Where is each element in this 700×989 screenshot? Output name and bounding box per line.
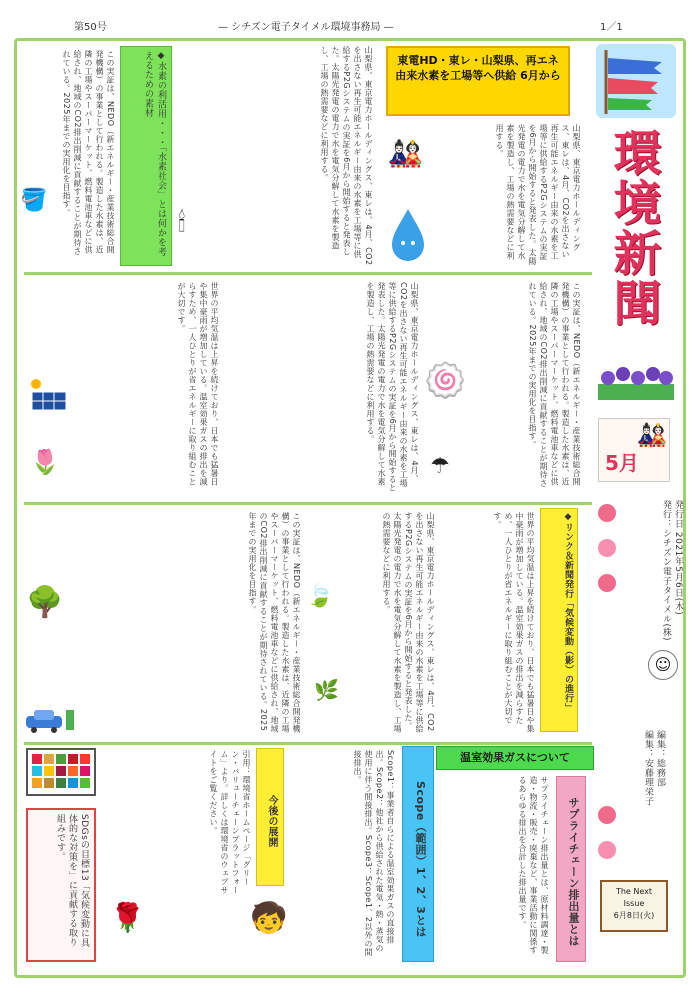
- solar-panel-icon: [28, 378, 68, 412]
- leaf-icon-2: 🌿: [314, 678, 339, 702]
- middle-story-body-center: 山梨県、東京電力ホールディングス、東レは、4月、CO2を出さない再生可能エネルギー由来の水素を工場等に供給するP2Gシステムの実証を6月から開始すると発表した。太陽光発電の電力で水を電気分解して水素を製造し、工場の熱需要などに利用する。: [366, 282, 419, 493]
- supply-chain-label: サプライチェーン排出量とは: [556, 776, 586, 962]
- section-divider-1: [24, 272, 592, 275]
- umbrella-icon: ☂: [430, 454, 450, 479]
- sdgs-grid-icon: [28, 750, 94, 794]
- sdgs-logo: [26, 748, 96, 796]
- tulip-icon: 🌷: [30, 448, 60, 476]
- water-drop-illustration: [384, 205, 432, 261]
- water-drop-icon: [384, 205, 432, 261]
- watering-can-icon: 🪣: [20, 188, 48, 213]
- sign-line1: The Next: [615, 887, 653, 896]
- supply-chain-body: サプライチェーン排出量とは、原材料調達・製造・物流・販売・廃棄など、事業活動に関係するあらゆる排出を合計した排出量です。: [518, 776, 549, 955]
- page-number: 1／1: [600, 22, 623, 33]
- section-divider-3: [24, 742, 592, 745]
- carnation-icon: 🌹: [110, 901, 145, 934]
- editor-line: 編集：総務部: [655, 730, 665, 787]
- section-divider-2: [24, 502, 592, 505]
- hydrogen-sidebar-box: ◆水素の利活用・・・「水素社会」とは何かを考えるための素材: [120, 46, 172, 266]
- flower-strip-left: [596, 498, 618, 598]
- ev-car-icon: [24, 706, 76, 734]
- lower-story-body-mid: 山梨県、東京電力ホールディングス、東レは、4月、CO2を出さない再生可能エネルギー由来の水素を工場等に供給するP2Gシステムの実証を6月から開始すると発表した。太陽光発電の電力で水を電気分解して水素を製造し、工場の熱需要などに利用する。: [382, 512, 435, 733]
- top-story-body-left: 山梨県、東京電力ホールディングス、東レは、4月、CO2を出さない再生可能エネルギー由来の水素を工場等に供給するP2Gシステムの実証を6月から開始すると発表した。太陽光発電の電力で水を電気分解して水素を製造し、工場の熱需要などに利用する。: [320, 46, 373, 266]
- sign-line3: 6月8日(火): [613, 911, 655, 920]
- lower-heading-box: ◆リンク＆新聞発行「気候変動（影）の進行」: [540, 508, 578, 732]
- top-story-body-right: 山梨県、東京電力ホールディングス、東レは、4月、CO2を出さない再生可能エネルギー由来の水素を工場等に供給するP2Gシステムの実証を6月から開始すると発表した。太陽光発電の電力で水を電気分解して水素を製造し、工場の熱需要などに利用する。: [495, 124, 581, 266]
- sdgs-note-box: SDGsの目標13「気候変動に具体的な対策を」に貢献する取り組みです。: [26, 808, 96, 962]
- pinwheel-icon: 🍥: [424, 361, 467, 401]
- face-icon: ☺: [648, 650, 678, 680]
- editor-info: [622, 730, 666, 840]
- iris-flowers-illustration: [598, 360, 674, 400]
- flower-icon-2: [596, 800, 618, 870]
- issue-number: 第50号: [74, 22, 107, 33]
- publisher-line: — シチズン電子タイメル環境事務局 —: [218, 22, 394, 33]
- publication-date: 発行日 2021年5月6日(木): [673, 500, 683, 616]
- scope-body: Scope1：事業者自らによる温室効果ガスの直接排出。Scope2：他社から供給された電気・熱・蒸気の使用に伴う間接排出。Scope3：Scope1、2以外の間接排出。: [353, 750, 395, 957]
- notes-body: 引用：環境省ホームページ「グリーン・バリューチェーンプラットフォーム」より。詳しくは環境省のウェブサイトをご覧ください。: [209, 750, 251, 895]
- editor-name: 編集：安藤理栄子: [643, 730, 653, 806]
- top-story-headline: 東電HD・東レ・山梨県、再エネ由来水素を工場等へ供給 6月から: [386, 46, 570, 116]
- plant-icon: 🌳: [26, 585, 64, 620]
- carp-streamer-icon: [596, 44, 676, 118]
- scope-label: Scope（範囲）1、2、3とは: [402, 746, 434, 962]
- reading-child-icon: 🧒: [250, 901, 288, 936]
- lower-story-body-right: 世界の平均気温は上昇を続けており、日本でも猛暑日や集中豪雨が増加している。温室効果ガスの排出を減らすため、一人ひとりが省エネルギーに取り組むことが大切です。: [493, 512, 535, 733]
- masthead-title: 環境新聞: [605, 128, 661, 328]
- ghg-heading: 温室効果ガスについて: [436, 746, 594, 770]
- carp-streamer-illustration: [596, 44, 676, 118]
- iris-icon: [598, 360, 674, 400]
- middle-story-body-right: この実証は、NEDO（新エネルギー・産業技術総合開発機構）の事業として行われる。製造した水素は、近隣の工場やスーパーマーケット、燃料電池車などに供給され、地域のCO2排出削減に貢献することが期待されている。2025年までの実用化を目指す。: [528, 282, 581, 488]
- dolls-icon: 🎎: [388, 137, 423, 170]
- publication-issuer: 発行：シチズン電子タイメル(株): [661, 500, 671, 642]
- next-issue-sign: [600, 880, 668, 932]
- doll-icon: 🎎: [637, 421, 667, 449]
- ev-car-illustration: [24, 706, 76, 734]
- flower-strip-bottom: [596, 800, 618, 870]
- month-badge: [598, 418, 670, 482]
- leaf-icon: 🍃: [306, 584, 334, 609]
- notes-label: 今後の展開: [256, 748, 284, 886]
- lamp-icon: 🕯: [178, 208, 186, 238]
- lower-story-body-left: この実証は、NEDO（新エネルギー・産業技術総合開発機構）の事業として行われる。製造した水素は、近隣の工場やスーパーマーケット、燃料電池車などに供給され、地域のCO2排出削減に貢献することが期待されている。2025年までの実用化を目指す。: [248, 512, 301, 733]
- month-label: 5月: [605, 451, 639, 475]
- middle-story-body-left: 世界の平均気温は上昇を続けており、日本でも猛暑日や集中豪雨が増加している。温室効果ガスの排出を減らすため、一人ひとりが省エネルギーに取り組むことが大切です。: [177, 282, 219, 486]
- sign-line2: Issue: [623, 899, 645, 908]
- top-left-body: この実証は、NEDO（新エネルギー・産業技術総合開発機構）の事業として行われる。製造した水素は、近隣の工場やスーパーマーケット、燃料電池車などに供給され、地域のCO2排出削減に貢献することが期待されている。2025年までの実用化を目指す。: [62, 50, 115, 256]
- flower-icon: [596, 498, 618, 598]
- solar-panel-illustration: [28, 378, 68, 412]
